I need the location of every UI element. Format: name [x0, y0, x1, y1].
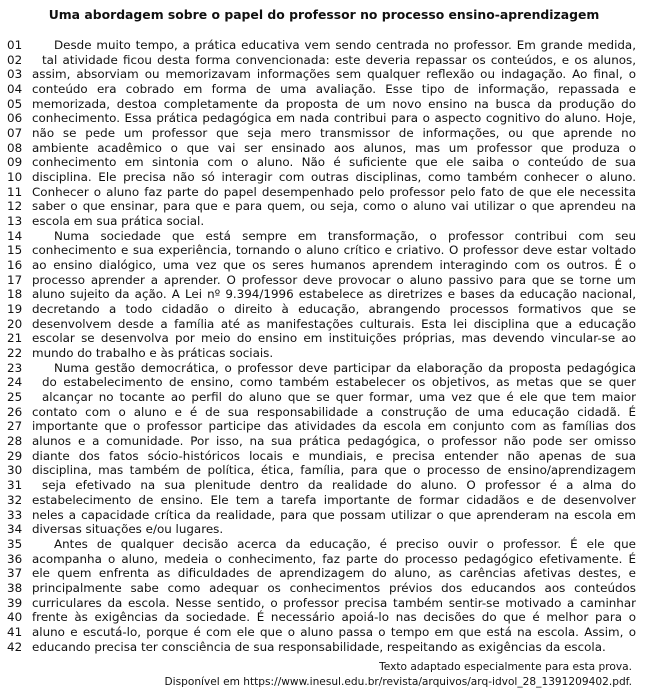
text-line — [0, 537, 648, 552]
text-line — [0, 287, 648, 302]
line-text: educando precisa ter consciência de sua responsabilidade, respeitando as exigências da escola. — [32, 639, 606, 654]
line-number: 11 — [7, 184, 23, 199]
line-number: 16 — [7, 258, 23, 273]
text-line — [0, 82, 648, 97]
text-line — [0, 302, 648, 317]
line-text: conhecimento em sintonia com o aluno. Não é suficiente que ele saiba o conteúdo de sua — [32, 155, 636, 170]
line-text: do estabelecimento de ensino, como também estabelecer os objetivos, as metas que se quer — [42, 375, 636, 390]
line-text: ao ensino dialógico, uma vez que os seres humanos aprendem interagindo com os outros. É o — [32, 258, 636, 273]
text-line — [0, 243, 648, 258]
text-line — [0, 229, 648, 244]
line-number: 39 — [7, 595, 23, 610]
line-number: 20 — [7, 316, 23, 331]
line-text: neles a capacidade crítica da realidade, para que possam utilizar o que aprenderam na escola em — [32, 507, 636, 522]
text-line — [0, 214, 648, 229]
text-line — [0, 361, 648, 376]
line-text: conhecimento. Essa prática pedagógica em nada contribui para o aspecto cognitivo do aluno. Hoje, — [32, 111, 636, 126]
line-text: estabelecimento de ensino. Ele tem a tarefa importante de formar cidadãos e de desenvolver — [32, 492, 636, 507]
line-text: mundo do trabalho e às práticas sociais. — [32, 346, 274, 361]
line-number: 03 — [7, 67, 23, 82]
line-number: 25 — [7, 390, 23, 405]
line-text: processo aprender a aprender. O professor deve provocar o aluno passivo para que se torne um — [32, 272, 636, 287]
text-line — [0, 493, 648, 508]
line-number: 08 — [7, 140, 23, 155]
text-line — [0, 331, 648, 346]
text-line — [0, 566, 648, 581]
line-number: 35 — [7, 536, 23, 551]
line-text: Numa sociedade que está sempre em transformação, o professor contribui com seu — [54, 228, 636, 243]
line-number: 31 — [7, 478, 23, 493]
line-number: 36 — [7, 551, 23, 566]
line-text: ambiente acadêmico o que vai ser ensinado aos alunos, mas um professor que produza o — [32, 140, 636, 155]
line-number: 15 — [7, 243, 23, 258]
text-line — [0, 596, 648, 611]
line-text: aluno sujeito da ação. A Lei nº 9.394/1996 estabelece as diretrizes e bases da educação nacional, — [32, 287, 636, 302]
text-line — [0, 625, 648, 640]
line-text: diante dos fatos sócio-históricos locais e mundiais, e precisa entender não apenas de sua — [32, 448, 636, 463]
line-text: assim, absorviam ou memorizavam informações sem qualquer reflexão ou indagação. Ao final, o — [32, 67, 636, 82]
line-number: 22 — [7, 346, 23, 361]
text-line — [0, 111, 648, 126]
line-number: 37 — [7, 566, 23, 581]
text-line — [0, 610, 648, 625]
line-number: 02 — [7, 52, 23, 67]
numbered-text-body — [0, 38, 648, 654]
line-text: conhecimento e sua experiência, tornando o aluno crítico e criativo. O professor deve estar voltado — [32, 243, 636, 258]
line-text: principalmente sabe como adequar os conhecimentos prévios dos educandos aos conteúdos — [32, 580, 636, 595]
line-text: disciplina. Ele precisa não só interagir com outras disciplinas, como também conhecer o aluno. — [32, 170, 636, 185]
text-line — [0, 640, 648, 655]
line-text: diversas situações e/ou lugares. — [32, 522, 224, 537]
text-line — [0, 141, 648, 156]
line-text: acompanha o aluno, medeia o conhecimento, faz parte do processo pedagógico efetivamente. É — [32, 551, 636, 566]
document-title: Uma abordagem sobre o papel do professor no processo ensino-aprendizagem — [48, 7, 600, 22]
text-line — [0, 97, 648, 112]
line-text: aluno e escutá-lo, porque é com ele que o aluno passa o tempo em que está na escola. Assim, o — [32, 624, 636, 639]
source-note: Texto adaptado especialmente para esta prova. — [379, 661, 632, 673]
text-line — [0, 53, 648, 68]
line-number: 09 — [7, 155, 23, 170]
line-text: saber o que ensinar, para que e para quem, ou seja, como o aluno vai utilizar o que aprendeu na — [32, 199, 636, 214]
line-number: 12 — [7, 199, 23, 214]
line-number: 05 — [7, 96, 23, 111]
line-number: 30 — [7, 463, 23, 478]
line-number: 33 — [7, 507, 23, 522]
line-text: alunos e a comunidade. Por isso, na sua prática pedagógica, o professor não pode ser omisso — [32, 434, 636, 449]
line-number: 29 — [7, 448, 23, 463]
line-text: Conhecer o aluno faz parte do papel desempenhado pelo professor pelo fato de que ele necessita — [32, 184, 636, 199]
line-number: 13 — [7, 214, 23, 229]
text-line — [0, 463, 648, 478]
text-line — [0, 273, 648, 288]
line-text: contato com o aluno e é de sua responsabilidade a construção de uma educação cidadã. É — [32, 404, 636, 419]
line-text: importante que o professor participe das atividades da escola em conjunto com as famílias dos — [32, 419, 636, 434]
line-number: 26 — [7, 404, 23, 419]
text-line — [0, 390, 648, 405]
text-line — [0, 478, 648, 493]
line-number: 21 — [7, 331, 23, 346]
line-number: 34 — [7, 522, 23, 537]
line-number: 01 — [7, 38, 23, 52]
line-text: curriculares da escola. Nesse sentido, o professor precisa também sentir-se motivado a caminhar — [32, 595, 636, 610]
line-number: 24 — [7, 375, 23, 390]
text-line — [0, 419, 648, 434]
line-number: 32 — [7, 492, 23, 507]
line-number: 19 — [7, 302, 23, 317]
text-line — [0, 346, 648, 361]
line-number: 41 — [7, 624, 23, 639]
line-text: Numa gestão democrática, o professor deve participar da elaboração da proposta pedagógica — [54, 360, 636, 375]
text-line — [0, 170, 648, 185]
line-text: desenvolvem desde a família até as manifestações culturais. Esta lei disciplina que a educação — [32, 316, 636, 331]
line-number: 38 — [7, 580, 23, 595]
line-number: 14 — [7, 228, 23, 243]
line-text: ele quem enfrenta as dificuldades de aprendizagem do aluno, as carências afetivas destes, e — [32, 566, 636, 581]
text-line — [0, 258, 648, 273]
line-text: memorizada, destoa completamente da proposta de um novo ensino na busca da produção do — [32, 96, 636, 111]
source-url: Disponível em https://www.inesul.edu.br/revista/arquivos/arq-idvol_28_1391209402.pdf. — [164, 676, 632, 688]
text-line — [0, 126, 648, 141]
line-text: decretando a todo cidadão o direito à educação, abrangendo processos formativos que se — [32, 302, 636, 317]
line-number: 06 — [7, 111, 23, 126]
text-line — [0, 185, 648, 200]
text-line — [0, 317, 648, 332]
text-line — [0, 522, 648, 537]
line-number: 18 — [7, 287, 23, 302]
line-text: alcançar no tocante ao perfil do aluno que se quer formar, uma vez que é ele que tem maior — [42, 390, 636, 405]
line-number: 23 — [7, 360, 23, 375]
line-number: 42 — [7, 639, 23, 654]
text-line — [0, 434, 648, 449]
text-line — [0, 155, 648, 170]
line-text: escolar se desenvolva por meio do ensino em instituições próprias, mas devendo vincular-se ao — [32, 331, 636, 346]
line-text: não se pede um professor que seja mero transmissor de informações, ou que aprende no — [32, 126, 636, 141]
text-line — [0, 375, 648, 390]
line-text: seja efetivado na sua plenitude dentro da realidade do aluno. O professor é a alma do — [42, 478, 636, 493]
line-number: 28 — [7, 434, 23, 449]
text-line — [0, 508, 648, 523]
line-number: 40 — [7, 610, 23, 625]
line-number: 10 — [7, 170, 23, 185]
text-line — [0, 199, 648, 214]
text-line — [0, 38, 648, 53]
text-line — [0, 581, 648, 596]
line-number: 17 — [7, 272, 23, 287]
line-text: Desde muito tempo, a prática educativa vem sendo centrada no professor. Em grande medida, — [54, 38, 636, 52]
line-text: disciplina, mas também de política, ética, família, para que o processo de ensino/aprendizagem — [32, 463, 636, 478]
text-line — [0, 552, 648, 567]
line-number: 04 — [7, 82, 23, 97]
text-line — [0, 67, 648, 82]
line-text: frente às exigências da sociedade. É necessário apoiá-lo nas decisões do que é melhor para o — [32, 610, 636, 625]
text-line — [0, 449, 648, 464]
line-number: 07 — [7, 126, 23, 141]
line-text: escola em sua prática social. — [32, 214, 205, 229]
text-line — [0, 405, 648, 420]
line-text: Antes de qualquer decisão acerca da educação, é preciso ouvir o professor. É ele que — [54, 536, 636, 551]
line-text: tal atividade ficou desta forma convencionada: este deveria repassar os conteúdos, e os alunos, — [42, 52, 636, 67]
line-number: 27 — [7, 419, 23, 434]
line-text: conteúdo era cobrado em forma de uma avaliação. Esse tipo de informação, repassada e — [32, 82, 636, 97]
